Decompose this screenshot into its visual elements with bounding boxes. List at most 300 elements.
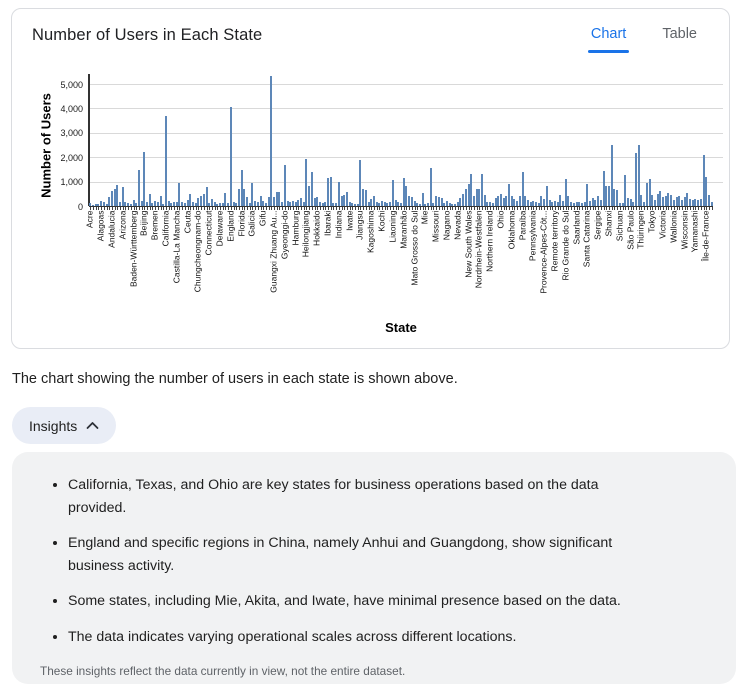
bar — [646, 183, 648, 206]
x-tick — [115, 207, 116, 210]
bar — [522, 172, 524, 206]
bar — [414, 201, 416, 206]
x-tick — [201, 207, 202, 210]
x-tick — [547, 207, 548, 210]
bar — [619, 203, 621, 206]
x-tick-label: Saarland — [571, 210, 582, 245]
bar — [497, 196, 499, 206]
x-tick-label: Heilongjiang — [300, 210, 311, 257]
insight-item: • Some states, including Mie, Akita, and Iwate, have minimal presence based on the data. — [68, 590, 654, 613]
bar — [319, 202, 321, 206]
bar — [308, 186, 310, 206]
x-tick-label: Provence-Alpes-Côt... — [538, 210, 549, 294]
bar — [273, 197, 275, 206]
x-axis-title: State — [385, 320, 417, 335]
bar — [540, 196, 542, 206]
bar — [505, 196, 507, 206]
bar — [287, 201, 289, 206]
bar — [189, 194, 191, 206]
bar — [289, 202, 291, 206]
x-tick-label: Hamburg — [290, 210, 301, 245]
bar — [216, 204, 218, 206]
bar — [573, 203, 575, 206]
bar — [419, 204, 421, 206]
bar — [114, 189, 116, 206]
bar — [684, 197, 686, 206]
bar — [586, 184, 588, 206]
x-tick-label: Galicia — [246, 210, 257, 236]
bar — [357, 204, 359, 206]
x-tick — [623, 207, 624, 210]
x-tick — [536, 207, 537, 210]
bar — [411, 197, 413, 206]
bar — [495, 198, 497, 206]
bar — [468, 184, 470, 206]
x-tick — [504, 207, 505, 210]
bar — [89, 203, 91, 206]
bar — [122, 187, 124, 206]
bar — [265, 203, 267, 206]
bar — [489, 202, 491, 206]
bar — [395, 200, 397, 206]
bar — [557, 202, 559, 206]
bar — [195, 203, 197, 206]
bar — [513, 199, 515, 206]
gridline — [89, 108, 723, 109]
bar — [594, 200, 596, 206]
x-tick-label: Connecticut — [203, 210, 214, 255]
x-tick — [579, 207, 580, 210]
y-tick-label: 0 — [77, 201, 83, 212]
x-tick — [439, 207, 440, 210]
chart-card — [11, 8, 730, 349]
bar — [611, 145, 613, 206]
bar — [300, 198, 302, 206]
bar — [241, 170, 243, 206]
bar — [103, 202, 105, 206]
bar — [470, 174, 472, 206]
view-tabs — [591, 26, 697, 53]
x-tick-label: Arizona — [117, 210, 128, 239]
bar — [508, 184, 510, 206]
x-tick-label: Northern Ireland — [484, 210, 495, 272]
bar — [176, 202, 178, 206]
x-tick — [244, 207, 245, 210]
bar — [270, 76, 272, 206]
x-tick — [234, 207, 235, 210]
bar — [527, 200, 529, 206]
x-tick-label: Mato Grosso do Sul — [409, 210, 419, 286]
bar — [162, 204, 164, 206]
bar — [130, 204, 132, 206]
x-tick — [558, 207, 559, 210]
x-tick — [277, 207, 278, 210]
bar — [654, 200, 656, 206]
bar — [208, 203, 210, 206]
x-tick-label: Nevada — [452, 210, 463, 240]
bar — [359, 160, 361, 206]
bar — [665, 196, 667, 206]
bar — [608, 186, 610, 206]
x-tick — [514, 207, 515, 210]
bar — [97, 204, 99, 206]
x-tick-label: Pennsylvania — [527, 210, 538, 261]
bar — [659, 191, 661, 206]
y-tick-label: 3,000 — [60, 128, 83, 139]
bar — [584, 202, 586, 206]
x-tick — [320, 207, 321, 210]
x-tick — [309, 207, 310, 210]
bar — [400, 203, 402, 206]
bar — [341, 196, 343, 206]
bar — [370, 199, 372, 206]
bar — [403, 178, 405, 206]
x-tick-label: Liaoning — [387, 210, 398, 243]
chart-card-header — [12, 9, 729, 64]
gridline — [89, 133, 723, 134]
bar — [603, 171, 605, 206]
x-tick-label: Mie — [419, 210, 430, 224]
bar — [197, 198, 199, 206]
x-tick — [288, 207, 289, 210]
tab-chart[interactable]: Chart — [591, 26, 626, 53]
bar — [305, 159, 307, 206]
bar — [381, 201, 383, 206]
bar — [243, 189, 245, 206]
bar — [284, 165, 286, 206]
bar — [351, 203, 353, 206]
x-tick — [612, 207, 613, 210]
bar — [262, 201, 264, 206]
x-tick-label: Castilla-La Mancha — [171, 210, 182, 283]
x-tick — [125, 207, 126, 210]
bar — [165, 116, 167, 206]
bar — [613, 189, 615, 206]
bar — [519, 196, 521, 206]
y-axis-title: Number of Users — [38, 93, 54, 198]
bar — [278, 192, 280, 206]
bar — [662, 197, 664, 206]
x-tick-label: Nagano — [441, 210, 452, 240]
x-tick — [417, 207, 418, 210]
bar — [249, 203, 251, 206]
x-tick — [450, 207, 451, 210]
x-tick — [374, 207, 375, 210]
bar — [157, 202, 159, 206]
bar — [343, 195, 345, 206]
bar — [500, 194, 502, 206]
x-tick — [460, 207, 461, 210]
x-tick — [633, 207, 634, 210]
bar — [711, 202, 713, 206]
x-tick — [331, 207, 332, 210]
bar — [368, 202, 370, 206]
bar — [703, 155, 705, 206]
x-tick-label: Ceuta — [182, 210, 193, 233]
x-tick-label: Guangxi Zhuang Au... — [268, 210, 279, 293]
x-tick-label: Tokyo — [646, 210, 657, 233]
x-tick — [298, 207, 299, 210]
bar — [192, 202, 194, 206]
bar — [376, 202, 378, 206]
bar — [443, 203, 445, 206]
x-tick-label: Bremen — [149, 210, 160, 240]
bar — [181, 202, 183, 206]
x-tick — [223, 207, 224, 210]
bar-chart — [12, 64, 731, 348]
bar — [187, 200, 189, 206]
x-tick-label: Ohio — [495, 210, 506, 228]
bar — [219, 203, 221, 206]
bar — [486, 202, 488, 206]
bar — [597, 196, 599, 206]
bar — [416, 203, 418, 206]
bar — [335, 203, 337, 206]
bar — [135, 203, 137, 206]
bar — [451, 204, 453, 206]
bar — [206, 187, 208, 206]
bar — [327, 178, 329, 206]
bar — [133, 200, 135, 206]
x-tick-label: Iwate — [344, 210, 355, 231]
bar — [581, 203, 583, 206]
bar — [657, 194, 659, 206]
x-tick-label: Indiana — [333, 210, 344, 238]
bar — [170, 203, 172, 206]
bar — [138, 170, 140, 206]
x-tick — [190, 207, 191, 210]
bar — [397, 202, 399, 206]
x-tick — [655, 207, 656, 210]
bar — [222, 203, 224, 206]
bar — [622, 203, 624, 206]
bar — [119, 202, 121, 206]
x-tick — [493, 207, 494, 210]
bar — [638, 145, 640, 206]
bar — [643, 202, 645, 206]
chart-description: The chart showing the number of users in each state is shown above. — [12, 371, 458, 387]
bar — [297, 200, 299, 206]
insights-toggle-button[interactable] — [12, 407, 116, 444]
x-tick — [687, 207, 688, 210]
bar — [389, 202, 391, 206]
bar — [532, 201, 534, 206]
bar — [314, 198, 316, 206]
bar — [627, 198, 629, 206]
chevron-up-icon — [86, 421, 99, 430]
bar — [251, 183, 253, 206]
x-tick-label: Jiangsu — [354, 210, 365, 240]
bar — [268, 197, 270, 206]
y-tick-label: 5,000 — [60, 79, 83, 90]
bar — [538, 203, 540, 206]
bar — [432, 203, 434, 206]
x-tick-label: England — [225, 210, 236, 242]
x-tick — [698, 207, 699, 210]
bar — [143, 152, 145, 206]
bar — [111, 191, 113, 206]
bar — [670, 195, 672, 206]
bar — [238, 189, 240, 206]
x-tick-label: Sergipe — [592, 210, 603, 240]
x-tick — [136, 207, 137, 210]
bar — [422, 193, 424, 206]
bar — [316, 197, 318, 206]
bar — [330, 177, 332, 206]
insight-item: • England and specific regions in China, namely Anhui and Guangdong, show significant business activity. — [68, 532, 654, 577]
x-tick — [709, 207, 710, 210]
bar — [324, 202, 326, 206]
x-tick — [428, 207, 429, 210]
x-tick-label: Nordrhein-Westfalen — [473, 210, 484, 288]
x-tick — [255, 207, 256, 210]
bar — [322, 203, 324, 206]
bar — [303, 202, 305, 206]
x-tick — [363, 207, 364, 210]
x-tick-label: Kagoshima — [365, 210, 376, 253]
bar — [349, 202, 351, 206]
bar — [149, 194, 151, 206]
bar — [154, 201, 156, 206]
x-tick — [147, 207, 148, 210]
x-tick — [568, 207, 569, 210]
bar — [543, 199, 545, 206]
bar — [473, 196, 475, 206]
bar — [673, 200, 675, 206]
bar — [200, 196, 202, 206]
bar — [708, 195, 710, 206]
x-tick-label: Gyeonggi-do — [279, 210, 290, 259]
bar — [449, 203, 451, 206]
bar — [141, 201, 143, 206]
bar — [373, 196, 375, 206]
bar — [160, 196, 162, 206]
insights-panel — [12, 452, 736, 684]
bar — [640, 195, 642, 206]
bar — [116, 185, 118, 206]
bar — [546, 186, 548, 206]
x-tick-label: Remote territory — [549, 210, 560, 271]
x-tick — [677, 207, 678, 210]
bar — [276, 192, 278, 206]
bar — [230, 107, 232, 206]
bar — [146, 202, 148, 206]
bar — [173, 202, 175, 206]
gridline — [89, 182, 723, 183]
x-tick-label: Andalucia — [106, 210, 117, 248]
bar — [424, 204, 426, 206]
y-tick-label: 4,000 — [60, 103, 83, 114]
x-tick — [352, 207, 353, 210]
bar — [168, 201, 170, 206]
bar — [378, 203, 380, 206]
bar — [516, 201, 518, 206]
bar — [503, 198, 505, 206]
bar — [435, 196, 437, 206]
bar — [578, 202, 580, 206]
bar — [346, 192, 348, 206]
x-tick-label: Sichuan — [614, 210, 625, 241]
bar — [651, 195, 653, 206]
bar — [106, 204, 108, 206]
bar — [592, 198, 594, 206]
bar — [151, 203, 153, 206]
bar — [281, 202, 283, 206]
x-tick-label: Florida — [236, 210, 247, 236]
bar — [459, 198, 461, 206]
bar — [678, 196, 680, 206]
bar — [484, 195, 486, 206]
bar — [392, 180, 394, 206]
x-tick — [525, 207, 526, 210]
x-tick-label: Ibaraki — [322, 210, 333, 236]
bar — [649, 179, 651, 206]
x-tick-label: Thüringen — [635, 210, 646, 249]
bar — [384, 202, 386, 206]
x-tick — [342, 207, 343, 210]
bar — [535, 202, 537, 206]
bar — [530, 202, 532, 206]
bar — [108, 197, 110, 206]
x-tick-label: Wallonia — [668, 210, 679, 243]
bar — [224, 193, 226, 206]
bar — [567, 196, 569, 206]
tab-table[interactable]: Table — [662, 26, 697, 42]
bar — [635, 153, 637, 206]
x-tick — [169, 207, 170, 210]
insights-footnote: These insights reflect the data currently in view, not the entire dataset. — [40, 664, 406, 678]
bar — [365, 190, 367, 206]
x-tick — [104, 207, 105, 210]
y-tick-label: 2,000 — [60, 152, 83, 163]
y-axis-line — [88, 74, 89, 206]
bar — [311, 172, 313, 206]
bar — [178, 183, 180, 206]
x-tick-label: São Paulo — [625, 210, 636, 250]
x-tick-label: Gifu — [257, 210, 268, 226]
x-tick — [158, 207, 159, 210]
bar — [214, 202, 216, 206]
bar — [705, 177, 707, 206]
bar — [524, 196, 526, 206]
bar — [254, 201, 256, 206]
bar — [362, 189, 364, 206]
x-tick-label: Paraíba — [517, 210, 528, 240]
x-tick-label: Chungcheongnam-do — [192, 210, 203, 292]
bar — [632, 202, 634, 206]
x-tick-label: Baden-Württemberg — [128, 210, 139, 287]
bar — [616, 190, 618, 206]
bar — [454, 204, 456, 206]
x-tick-label: Acre — [84, 210, 95, 228]
bar — [549, 200, 551, 206]
bar — [95, 204, 97, 206]
bar — [465, 189, 467, 206]
bar — [481, 174, 483, 206]
x-tick-label: Hokkaido — [311, 210, 322, 246]
bar — [100, 201, 102, 206]
x-tick-label: Shanxi — [603, 210, 614, 236]
x-tick — [266, 207, 267, 210]
bar — [681, 200, 683, 206]
chart-title: Number of Users in Each State — [32, 26, 263, 44]
bar — [332, 203, 334, 206]
insight-item: • California, Texas, and Ohio are key states for business operations based on the data provided. — [68, 474, 654, 519]
bar — [405, 186, 407, 206]
bar — [605, 186, 607, 206]
x-tick — [666, 207, 667, 210]
gridline — [89, 157, 723, 158]
